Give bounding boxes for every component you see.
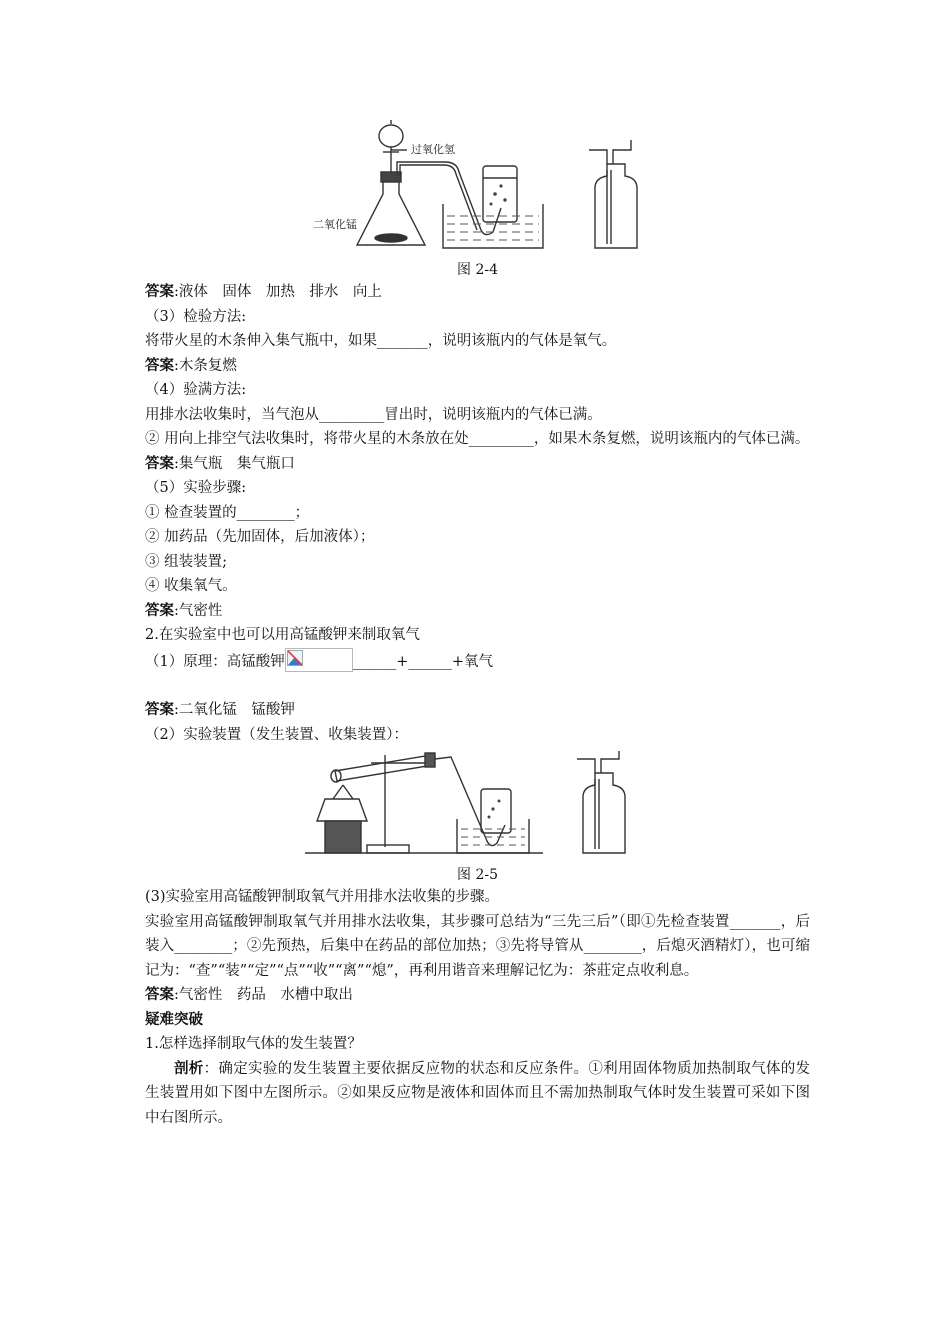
paragraph: ② 用向上排空气法收集时，将带火星的木条放在处_________，如果木条复燃，说明该瓶内的气体已满。 xyxy=(145,431,810,447)
paragraph: 将带火星的木条伸入集气瓶中，如果_______，说明该瓶内的气体是氧气。 xyxy=(145,333,617,349)
list-item: ④ 收集氧气。 xyxy=(145,578,237,594)
list-item: ③ 组装装置; xyxy=(145,553,227,570)
answer-line xyxy=(145,599,810,624)
answer-label: 答案 xyxy=(145,356,174,374)
question-title: 2.在实验室中也可以用高锰酸钾来制取氧气 xyxy=(145,627,420,643)
paragraph: (3)实验室用高锰酸钾制取氧气并用排水法收集的步骤。 xyxy=(145,889,500,905)
list-item: ① 检查装置的________； xyxy=(145,504,310,521)
answer-text: :集气瓶 集气瓶口 xyxy=(174,455,295,472)
answer-label: 答案 xyxy=(145,283,174,300)
answer-text: :气密性 xyxy=(174,602,223,619)
label-mno2: 二氧化锰 xyxy=(313,218,357,231)
figure-2-5 xyxy=(145,749,810,885)
analysis-label: 剖析 xyxy=(174,1059,204,1077)
answer-line xyxy=(145,698,810,723)
section-title: （3）检验方法: xyxy=(145,308,247,325)
analysis-paragraph xyxy=(145,1057,810,1131)
question-title: 1.怎样选择制取气体的发生装置？ xyxy=(145,1036,362,1052)
analysis-text: ：确定实验的发生装置主要依据反应物的状态和反应条件。①利用固体物质加热制取气体的发生装置用如下图中左图所示。②如果反应物是液体和固体而且不需加热制取气体时发生装置可采如下图中右图所示。 xyxy=(145,1060,811,1126)
answer-label: 答案 xyxy=(145,701,174,718)
formula-line xyxy=(145,648,810,675)
figure-caption: 图 2-5 xyxy=(457,867,498,883)
apparatus-diagram-o2-kmno4 xyxy=(145,749,810,859)
formula-text: （1）原理：高锰酸钾 xyxy=(145,653,285,670)
answer-line xyxy=(145,354,810,379)
answer-text: :液体 固体 加热 排水 向上 xyxy=(174,284,382,300)
answer-label: 答案 xyxy=(145,601,174,619)
answer-line xyxy=(145,452,810,477)
paragraph: 用排水法收集时，当气泡从_________冒出时，说明该瓶内的气体已满。 xyxy=(145,406,602,423)
paragraph: 实验室用高锰酸钾制取氧气并用排水法收集，其步骤可总结为“三先三后”（即①先检查装置_______，后装入________；②先预热，后集中在药品的部位加热；③先将导管从________，后熄灭酒精灯），也可缩记为：“查”“装”“定”“点”“收”“离”“熄”，再利用谐音来理解记忆为：茶莊定点收利息。 xyxy=(145,913,810,979)
label-h2o2: 过氧化氢 xyxy=(411,143,455,156)
apparatus-diagram-o2-h2o2 xyxy=(145,120,810,260)
answer-text: :二氧化锰 锰酸钾 xyxy=(174,702,295,718)
paragraph: （2）实验装置（发生装置、收集装置）： xyxy=(145,726,408,743)
answer-line xyxy=(145,280,810,305)
list-item: ② 加药品（先加固体，后加液体）； xyxy=(145,529,375,545)
figure-2-4 xyxy=(145,120,810,280)
formula-text: ______+______+氧气 xyxy=(352,653,494,670)
section-title: （4）验满方法: xyxy=(145,382,247,398)
section-heading: 疑难突破 xyxy=(145,1010,203,1028)
document-page xyxy=(145,120,810,1130)
answer-text: :气密性 药品 水槽中取出 xyxy=(174,987,353,1003)
answer-label: 答案 xyxy=(145,454,174,472)
broken-image-icon xyxy=(285,648,353,672)
answer-label: 答案 xyxy=(145,986,174,1003)
answer-text: :木条复燃 xyxy=(174,357,237,374)
section-title: （5）实验步骤: xyxy=(145,480,247,496)
figure-caption: 图 2-4 xyxy=(457,262,498,278)
answer-line xyxy=(145,983,810,1008)
